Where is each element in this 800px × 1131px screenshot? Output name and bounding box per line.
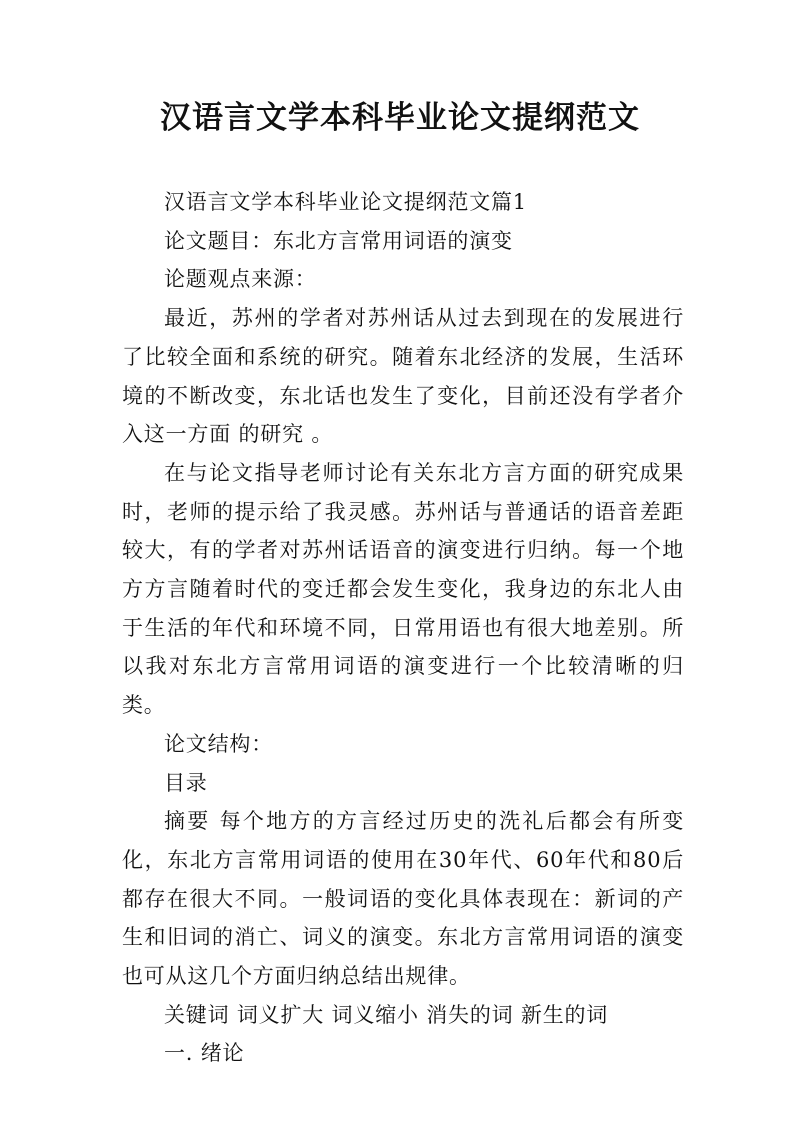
paragraph-thesis-topic: 论文题目：东北方言常用词语的演变 (164, 228, 513, 253)
document-body (122, 183, 684, 1073)
paragraph-recent-research: 最近，苏州的学者对苏州话从过去到现在的发展进行了比较全面和系统的研究。随着东北经济的发展，生活环境的不断改变，东北话也发生了变化，目前还没有学者介入这一方面 的研究 。 (122, 306, 684, 447)
paragraph-article-heading: 汉语言文学本科毕业论文提纲范文篇1 (164, 190, 527, 214)
paragraph-toc-label: 目录 (164, 770, 208, 795)
document-title: 汉语言文学本科毕业论文提纲范文 (160, 100, 640, 136)
paragraph-viewpoint-source-label: 论题观点来源： (164, 267, 317, 292)
paragraph-abstract: 摘要 每个地方的方言经过历史的洗礼后都会有所变化，东北方言常用词语的使用在30年代、60年代和80后都存在很大不同。一般词语的变化具体表现在：新词的产生和旧词的消亡、词义的演变。东北方言常用词语的演变也可从这几个方面归纳总结出规律。 (122, 809, 684, 989)
paragraph-section-introduction: 一. 绪论 (164, 1041, 245, 1066)
paragraph-keywords: 关键词 词义扩大 词义缩小 消失的词 新生的词 (164, 1002, 609, 1027)
paragraph-structure-label: 论文结构： (164, 731, 273, 756)
paragraph-advisor-discussion: 在与论文指导老师讨论有关东北方言方面的研究成果时，老师的提示给了我灵感。苏州话与普通话的语音差距较大，有的学者对苏州话语音的演变进行归纳。每一个地方方言随着时代的变迁都会发生变化，我身边的东北人由于生活的年代和环境不同，日常用语也有很大地差别。所以我对东北方言常用词语的演变进行一个比较清晰的归类。 (122, 460, 684, 718)
